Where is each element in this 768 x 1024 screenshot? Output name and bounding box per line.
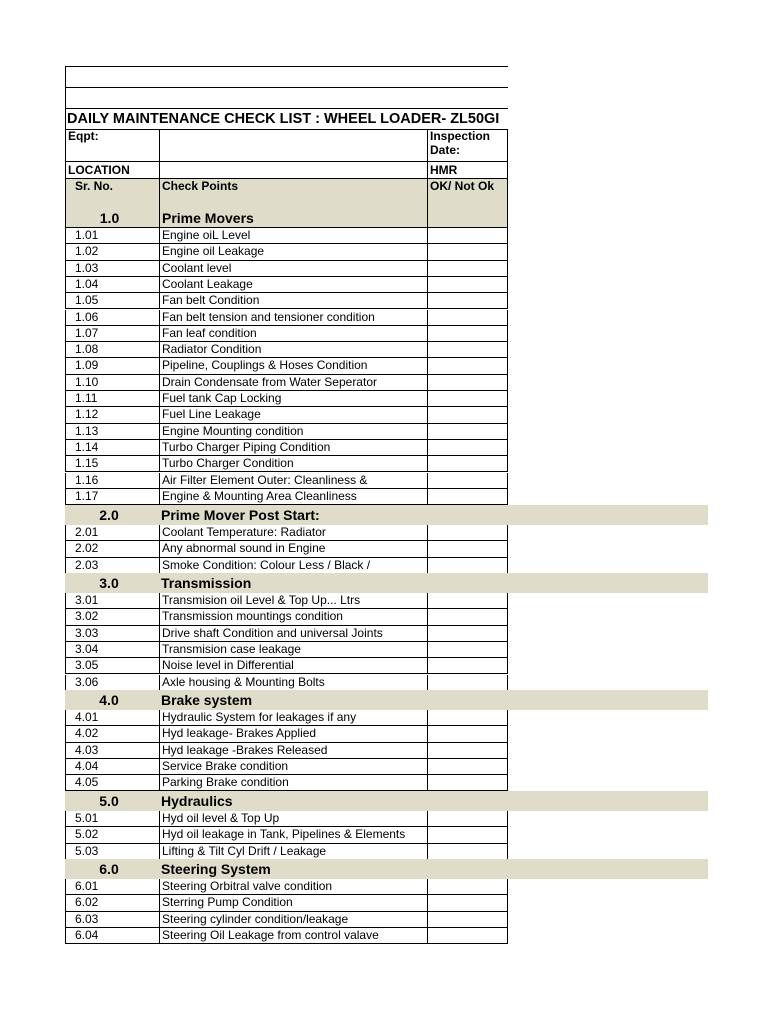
item-number: 2.02: [65, 541, 159, 557]
section-status-cell: [427, 505, 508, 525]
item-number: 1.02: [65, 244, 159, 260]
item-check-point: Fan belt tension and tensioner condition: [159, 310, 427, 326]
item-status-cell[interactable]: [427, 775, 508, 791]
item-check-point: Coolant Leakage: [159, 277, 427, 293]
item-check-point: Engine oiL Level: [159, 228, 427, 244]
item-check-point: Any abnormal sound in Engine: [159, 541, 427, 557]
item-status-cell[interactable]: [427, 375, 508, 391]
checklist-item-row: [65, 844, 508, 860]
item-status-cell[interactable]: [427, 541, 508, 557]
item-status-cell[interactable]: [427, 558, 508, 574]
item-number: 1.15: [65, 456, 159, 472]
item-status-cell[interactable]: [427, 261, 508, 277]
checklist-item-row: [65, 928, 508, 944]
checklist-item-row: [65, 473, 508, 489]
checklist-item-row: [65, 261, 508, 277]
item-status-cell[interactable]: [427, 473, 508, 489]
section-header-row: [65, 208, 508, 228]
item-check-point: Drain Condensate from Water Seperator: [159, 375, 427, 391]
item-check-point: Fuel tank Cap Locking: [159, 391, 427, 407]
item-status-cell[interactable]: [427, 609, 508, 625]
section-title: Prime Movers: [159, 208, 427, 228]
item-check-point: Turbo Charger Condition: [159, 456, 427, 472]
item-number: 1.17: [65, 489, 159, 505]
title-row: [65, 108, 508, 130]
item-number: 1.16: [65, 473, 159, 489]
eqpt-row: [65, 129, 508, 162]
inspection-date-label: Inspection Date:: [427, 129, 508, 162]
item-check-point: Fan leaf condition: [159, 326, 427, 342]
item-status-cell[interactable]: [427, 912, 508, 928]
item-check-point: Engine oil Leakage: [159, 244, 427, 260]
col-sr-no: Sr. No.: [65, 179, 159, 210]
item-status-cell[interactable]: [427, 710, 508, 726]
item-status-cell[interactable]: [427, 277, 508, 293]
item-number: 1.12: [65, 407, 159, 423]
item-number: 1.04: [65, 277, 159, 293]
item-number: 3.01: [65, 593, 159, 609]
item-check-point: Steering cylinder condition/leakage: [159, 912, 427, 928]
item-status-cell[interactable]: [427, 759, 508, 775]
section-title: Hydraulics: [161, 793, 233, 809]
checklist-item-row: [65, 489, 508, 505]
section-header-row: [65, 690, 708, 710]
checklist-item-row: [65, 293, 508, 309]
item-check-point: Hydraulic System for leakages if any: [159, 710, 427, 726]
checklist-item-row: [65, 642, 508, 658]
section-status-cell: [427, 791, 508, 811]
item-number: 4.04: [65, 759, 159, 775]
item-check-point: Hyd oil leakage in Tank, Pipelines & Elements: [159, 827, 427, 843]
item-status-cell[interactable]: [427, 440, 508, 456]
section-number: 5.0: [99, 793, 119, 809]
item-check-point: Engine Mounting condition: [159, 424, 427, 440]
item-status-cell[interactable]: [427, 293, 508, 309]
item-status-cell[interactable]: [427, 244, 508, 260]
checklist-item-row: [65, 609, 508, 625]
section-number: 4.0: [99, 692, 119, 708]
item-number: 2.01: [65, 525, 159, 541]
item-check-point: Engine & Mounting Area Cleanliness: [159, 489, 427, 505]
checklist-item-row: [65, 391, 508, 407]
item-number: 1.13: [65, 424, 159, 440]
checklist-item-row: [65, 811, 508, 827]
item-status-cell[interactable]: [427, 726, 508, 742]
hmr-label: HMR: [427, 162, 508, 179]
item-check-point: Drive shaft Condition and universal Joints: [159, 626, 427, 642]
section-title: Steering System: [161, 861, 271, 877]
section-title: Brake system: [161, 692, 253, 708]
item-status-cell[interactable]: [427, 593, 508, 609]
item-check-point: Hyd oil level & Top Up: [159, 811, 427, 827]
item-check-point: Transmission mountings condition: [159, 609, 427, 625]
section-status-cell: [427, 573, 508, 593]
item-check-point: Transmision oil Level & Top Up... Ltrs: [159, 593, 427, 609]
item-check-point: Smoke Condition: Colour Less / Black /: [159, 558, 427, 574]
checklist-item-row: [65, 228, 508, 244]
item-status-cell[interactable]: [427, 811, 508, 827]
item-number: 6.01: [65, 879, 159, 895]
section-header-row: [65, 505, 708, 525]
checklist-item-row: [65, 375, 508, 391]
checklist-item-row: [65, 895, 508, 911]
item-number: 1.07: [65, 326, 159, 342]
item-status-cell[interactable]: [427, 895, 508, 911]
location-value-cell[interactable]: [159, 162, 427, 179]
col-check-points: Check Points: [159, 179, 427, 210]
item-status-cell[interactable]: [427, 743, 508, 759]
item-status-cell[interactable]: [427, 489, 508, 505]
page-title: DAILY MAINTENANCE CHECK LIST : WHEEL LOADER- ZL50GI: [67, 111, 500, 127]
item-number: 4.03: [65, 743, 159, 759]
checklist-item-row: [65, 726, 508, 742]
item-status-cell[interactable]: [427, 658, 508, 674]
checklist-item-row: [65, 525, 508, 541]
checklist-item-row: [65, 342, 508, 358]
item-check-point: Fuel Line Leakage: [159, 407, 427, 423]
col-status: OK/ Not Ok: [427, 179, 508, 210]
item-status-cell[interactable]: [427, 326, 508, 342]
checklist-item-row: [65, 310, 508, 326]
item-number: 6.04: [65, 928, 159, 944]
checklist-item-row: [65, 326, 508, 342]
section-header-row: [65, 859, 708, 879]
item-status-cell[interactable]: [427, 358, 508, 374]
checklist-item-row: [65, 743, 508, 759]
item-status-cell[interactable]: [427, 407, 508, 423]
item-check-point: Sterring Pump Condition: [159, 895, 427, 911]
section-status-cell: [427, 690, 508, 710]
checklist-item-row: [65, 407, 508, 423]
item-check-point: Hyd leakage -Brakes Released: [159, 743, 427, 759]
eqpt-value-cell[interactable]: [159, 129, 427, 162]
section-status-cell: [427, 208, 508, 228]
item-status-cell[interactable]: [427, 456, 508, 472]
section-title: Transmission: [161, 575, 252, 591]
item-number: 1.14: [65, 440, 159, 456]
checklist-item-row: [65, 424, 508, 440]
item-check-point: Turbo Charger Piping Condition: [159, 440, 427, 456]
top-blank-row-2: [65, 87, 508, 109]
item-number: 1.06: [65, 310, 159, 326]
checklist-item-row: [65, 358, 508, 374]
column-header-row: [65, 179, 508, 210]
checklist-item-row: [65, 593, 508, 609]
checklist-item-row: [65, 658, 508, 674]
item-status-cell[interactable]: [427, 879, 508, 895]
item-status-cell[interactable]: [427, 525, 508, 541]
checklist-item-row: [65, 440, 508, 456]
checklist-item-row: [65, 541, 508, 557]
location-row: [65, 162, 508, 179]
item-number: 1.08: [65, 342, 159, 358]
item-status-cell[interactable]: [427, 424, 508, 440]
item-number: 5.03: [65, 844, 159, 860]
item-check-point: Steering Oil Leakage from control valave: [159, 928, 427, 944]
section-title: Prime Mover Post Start:: [161, 507, 320, 523]
item-status-cell[interactable]: [427, 675, 508, 691]
checklist-item-row: [65, 277, 508, 293]
item-status-cell[interactable]: [427, 310, 508, 326]
item-status-cell[interactable]: [427, 642, 508, 658]
item-check-point: Coolant Temperature: Radiator: [159, 525, 427, 541]
item-number: 3.06: [65, 675, 159, 691]
section-number: 1.0: [65, 208, 159, 228]
item-number: 1.10: [65, 375, 159, 391]
checklist-item-row: [65, 626, 508, 642]
checklist-item-row: [65, 710, 508, 726]
item-check-point: Pipeline, Couplings & Hoses Condition: [159, 358, 427, 374]
item-number: 3.02: [65, 609, 159, 625]
checklist-item-row: [65, 244, 508, 260]
item-status-cell[interactable]: [427, 228, 508, 244]
item-check-point: Transmision case leakage: [159, 642, 427, 658]
checklist-item-row: [65, 456, 508, 472]
item-check-point: Air Filter Element Outer: Cleanliness &: [159, 473, 427, 489]
item-number: 4.02: [65, 726, 159, 742]
item-number: 6.02: [65, 895, 159, 911]
checklist-item-row: [65, 759, 508, 775]
item-check-point: Steering Orbitral valve condition: [159, 879, 427, 895]
item-number: 2.03: [65, 558, 159, 574]
checklist-item-row: [65, 912, 508, 928]
item-number: 6.03: [65, 912, 159, 928]
item-status-cell[interactable]: [427, 844, 508, 860]
item-check-point: Hyd leakage- Brakes Applied: [159, 726, 427, 742]
eqpt-label: Eqpt:: [65, 129, 159, 162]
item-check-point: Parking Brake condition: [159, 775, 427, 791]
checklist-item-row: [65, 827, 508, 843]
checklist-item-row: [65, 775, 508, 791]
checklist-item-row: [65, 879, 508, 895]
item-number: 1.03: [65, 261, 159, 277]
item-check-point: Noise level in Differential: [159, 658, 427, 674]
item-number: 4.05: [65, 775, 159, 791]
item-status-cell[interactable]: [427, 827, 508, 843]
item-number: 1.11: [65, 391, 159, 407]
item-number: 3.03: [65, 626, 159, 642]
item-check-point: Radiator Condition: [159, 342, 427, 358]
section-number: 2.0: [99, 507, 119, 523]
item-check-point: Fan belt Condition: [159, 293, 427, 309]
item-number: 3.04: [65, 642, 159, 658]
item-status-cell[interactable]: [427, 391, 508, 407]
item-number: 4.01: [65, 710, 159, 726]
section-status-cell: [427, 859, 508, 879]
item-status-cell[interactable]: [427, 928, 508, 944]
item-number: 1.09: [65, 358, 159, 374]
item-number: 1.05: [65, 293, 159, 309]
section-header-row: [65, 573, 708, 593]
checklist-item-row: [65, 558, 508, 574]
item-status-cell[interactable]: [427, 342, 508, 358]
location-label: LOCATION: [65, 162, 159, 179]
item-check-point: Service Brake condition: [159, 759, 427, 775]
item-check-point: Coolant level: [159, 261, 427, 277]
section-number: 6.0: [99, 861, 119, 877]
section-header-row: [65, 791, 708, 811]
item-status-cell[interactable]: [427, 626, 508, 642]
item-number: 1.01: [65, 228, 159, 244]
item-number: 5.01: [65, 811, 159, 827]
top-blank-row: [65, 66, 508, 88]
section-number: 3.0: [99, 575, 119, 591]
item-check-point: Axle housing & Mounting Bolts: [159, 675, 427, 691]
item-number: 5.02: [65, 827, 159, 843]
item-check-point: Lifting & Tilt Cyl Drift / Leakage: [159, 844, 427, 860]
checklist-item-row: [65, 675, 508, 691]
item-number: 3.05: [65, 658, 159, 674]
